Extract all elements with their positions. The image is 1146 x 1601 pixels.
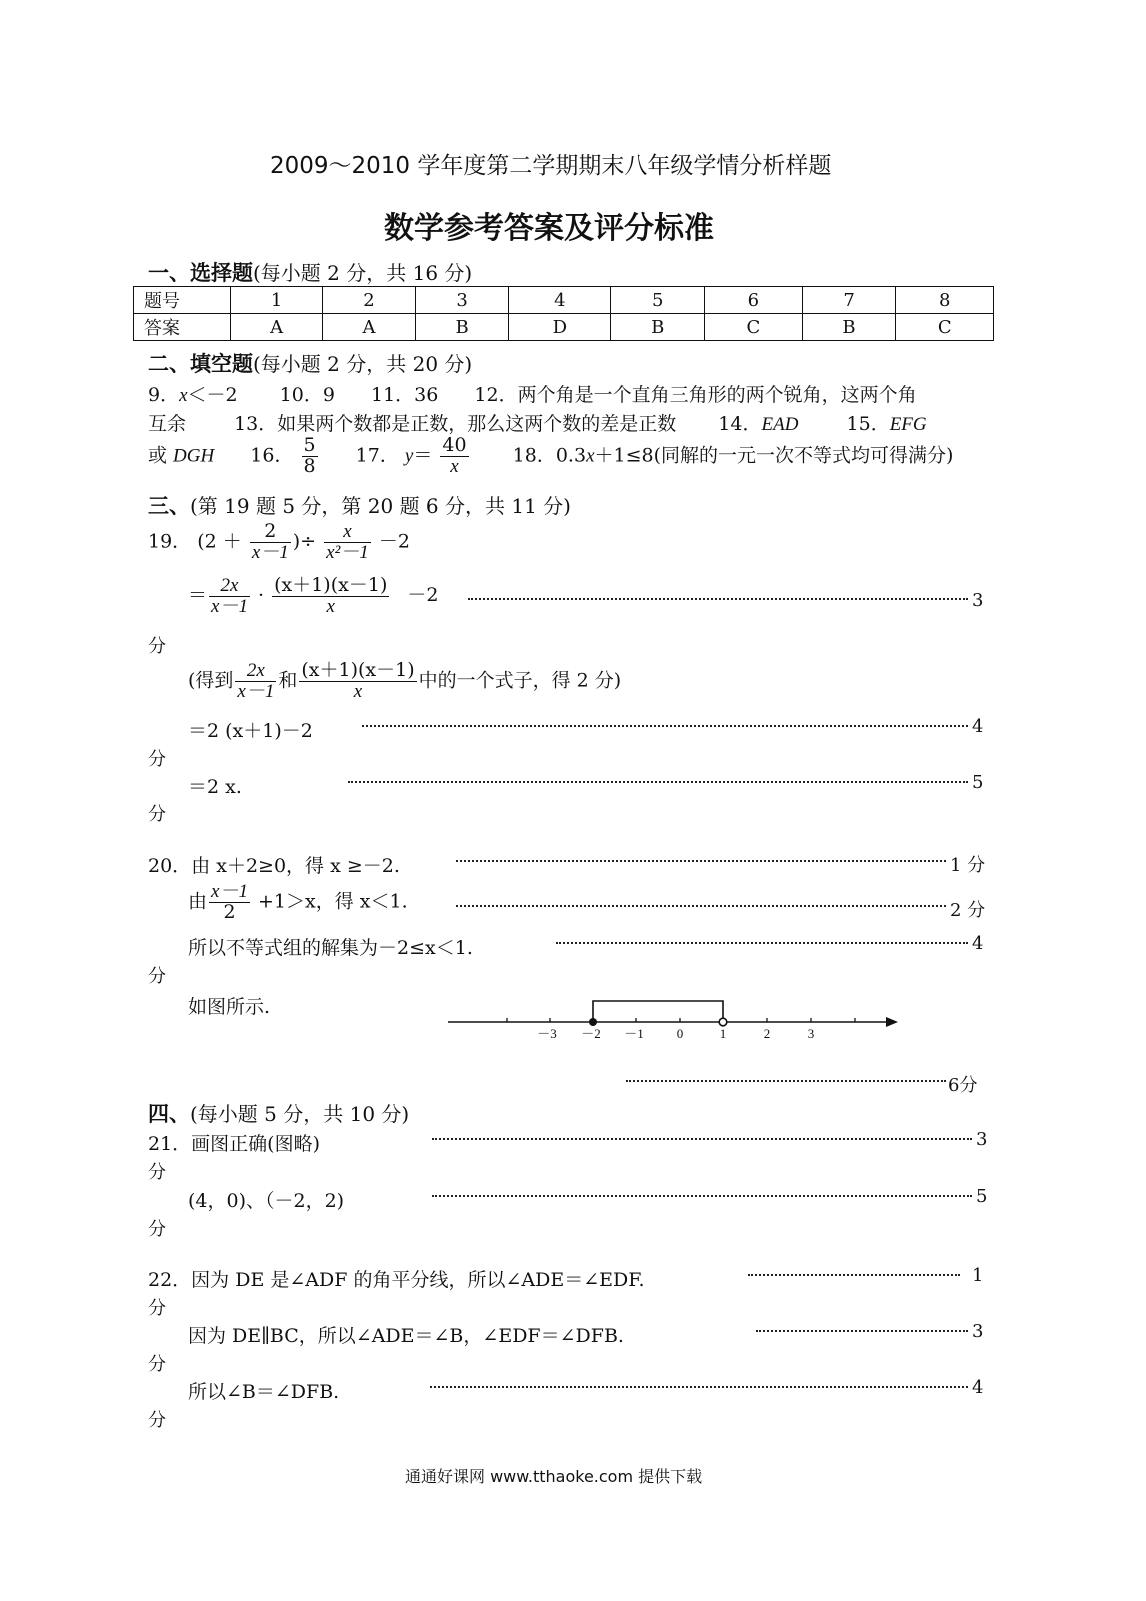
q22-line-3: 所以∠B＝∠DFB.: [188, 1381, 340, 1403]
section-4-heading: 四、(每小题 5 分，共 10 分): [148, 1102, 410, 1126]
table-cell: 2: [323, 287, 415, 314]
table-cell: 7: [802, 287, 896, 314]
score-value: 4: [972, 716, 984, 737]
axis-label: －2: [581, 1026, 601, 1041]
dot-leader: [756, 1330, 968, 1332]
axis-label: 1: [719, 1026, 727, 1041]
q22-line-1: 22．因为 DE 是∠ADF 的角平分线，所以∠ADE＝∠EDF.: [148, 1269, 645, 1291]
footer: 通通好课网 www.tthaoke.com 提供下载: [405, 1467, 703, 1486]
score-value: 4: [972, 1377, 984, 1398]
dot-leader: [432, 1195, 972, 1197]
score-unit: 分: [148, 1354, 166, 1375]
dot-leader: [430, 1386, 968, 1388]
q19-line-3: (得到 $\frac{2x}{x-1}$ 和 $\frac{(x+1)(x-1)}{x}$ 中的一个式子，得 2 分): [188, 659, 622, 702]
axis-label: 3: [807, 1026, 815, 1041]
q19-line-4: ＝2 (x＋1)－2: [188, 720, 313, 742]
score-value: 1: [972, 1265, 984, 1286]
page-title: 数学参考答案及评分标准: [384, 211, 714, 246]
fraction: $\frac{2x}{x-1}$: [211, 575, 248, 617]
table-header-cell: 答案: [134, 314, 231, 341]
table-cell: D: [509, 314, 611, 341]
answer-table: [133, 286, 994, 341]
score-value: 4: [972, 933, 984, 954]
table-cell: A: [231, 314, 323, 341]
solution-bracket: [593, 1001, 723, 1022]
table-row: [134, 287, 994, 314]
table-header-cell: 题号: [134, 287, 231, 314]
dot-leader: [362, 725, 968, 727]
dot-leader: [626, 1080, 946, 1082]
q20-line-2: 由 $\frac{x-1}{2}$ +1＞x，得 x＜1.: [188, 881, 408, 923]
dot-leader: [348, 781, 968, 783]
dot-leader: [456, 860, 946, 862]
score-value: 6分: [948, 1075, 978, 1096]
fraction: $\frac{x}{\text{x²－1}}$: [326, 521, 369, 563]
dot-leader: [556, 942, 968, 944]
q21-line-1: 21．画图正确(图略): [148, 1133, 321, 1155]
fraction: $\frac{x-1}{2}$: [211, 881, 248, 923]
score-unit: 分: [148, 1410, 166, 1431]
axis-label: －3: [537, 1026, 557, 1041]
dot-leader: [468, 598, 968, 600]
dot-leader: [748, 1274, 960, 1276]
score-unit: 分: [148, 1219, 166, 1240]
q20-line-4: 如图所示.: [188, 996, 271, 1018]
fraction: $\frac{(x+1)(x-1)}{x}$: [274, 574, 388, 617]
q20-line-1: 20．由 x＋2≥0，得 x ≥－2.: [148, 855, 400, 877]
table-cell: C: [705, 314, 802, 341]
score-value: 3: [976, 1129, 988, 1150]
section-2-heading: 二、填空题(每小题 2 分，共 20 分): [148, 352, 473, 376]
table-cell: C: [896, 314, 994, 341]
score-value: 1 分: [950, 855, 986, 876]
score-value: 5: [972, 772, 984, 793]
fill-line-3: 或 DGH 16． $\frac{5}{8}$ 17． y＝ $\frac{40}{x}$ 18．0.3x＋1≤8(同解的一元一次不等式均可得满分): [148, 434, 954, 477]
q19-line-1: 19． (2 ＋ $\frac{2}{x-1}$ )÷ $\frac{x}{\text{x²－1}}$ －2: [148, 520, 410, 563]
closed-endpoint: [589, 1018, 597, 1026]
fraction: $\frac{40}{x}$: [442, 434, 467, 477]
fill-line-2: 互余 13．如果两个数都是正数，那么这两个数的差是正数 14．EAD 15．EFG: [148, 413, 927, 435]
table-cell: B: [611, 314, 705, 341]
number-line-figure: [440, 990, 910, 1050]
score-value: 5: [976, 1186, 988, 1207]
q21-line-2: (4，0)、（－2，2): [188, 1190, 345, 1212]
score-unit: 分: [148, 636, 166, 657]
axis-label: －1: [624, 1026, 644, 1041]
table-row: [134, 314, 994, 341]
table-cell: B: [415, 314, 509, 341]
score-unit: 分: [148, 804, 166, 825]
axis-label: 2: [763, 1026, 771, 1041]
score-unit: 分: [148, 1298, 166, 1319]
table-cell: 4: [509, 287, 611, 314]
fraction: $\frac{2x}{x-1}$: [237, 660, 275, 702]
dot-leader: [456, 905, 946, 907]
score-value: 2 分: [950, 900, 986, 921]
table-cell: 6: [705, 287, 802, 314]
table-cell: 5: [611, 287, 705, 314]
table-cell: 1: [231, 287, 323, 314]
score-unit: 分: [148, 1162, 166, 1183]
fraction: $\frac{2}{x-1}$: [251, 520, 289, 563]
score-unit: 分: [148, 749, 166, 770]
table-cell: A: [323, 314, 415, 341]
score-value: 3: [972, 590, 984, 611]
score-unit: 分: [148, 966, 166, 987]
q19-line-5: ＝2 x.: [188, 776, 242, 798]
fraction: $\frac{(x+1)(x-1)}{x}$: [301, 659, 415, 702]
score-value: 3: [972, 1321, 984, 1342]
fraction: $\frac{5}{8}$: [303, 434, 316, 477]
table-cell: B: [802, 314, 896, 341]
q19-line-2: ＝ $\frac{2x}{x-1}$ · $\frac{(x+1)(x-1)}{x}$ －2: [188, 574, 439, 617]
q20-line-3: 所以不等式组的解集为－2≤x＜1.: [188, 937, 473, 959]
table-cell: 3: [415, 287, 509, 314]
subtitle: 2009～2010 学年度第二学期期末八年级学情分析样题: [270, 153, 832, 179]
dot-leader: [432, 1138, 972, 1140]
fill-line-1: 9．x＜－2 10．9 11．36 12．两个角是一个直角三角形的两个锐角，这两个角: [148, 384, 917, 406]
table-cell: 8: [896, 287, 994, 314]
section-3-heading: 三、(第 19 题 5 分，第 20 题 6 分，共 11 分): [148, 494, 571, 518]
section-1-heading: 一、选择题(每小题 2 分，共 16 分): [148, 261, 473, 285]
open-endpoint: [719, 1018, 727, 1026]
axis-arrow: [886, 1017, 898, 1027]
q22-line-2: 因为 DE∥BC，所以∠ADE＝∠B，∠EDF＝∠DFB.: [188, 1325, 624, 1347]
axis-label: 0: [676, 1026, 684, 1041]
